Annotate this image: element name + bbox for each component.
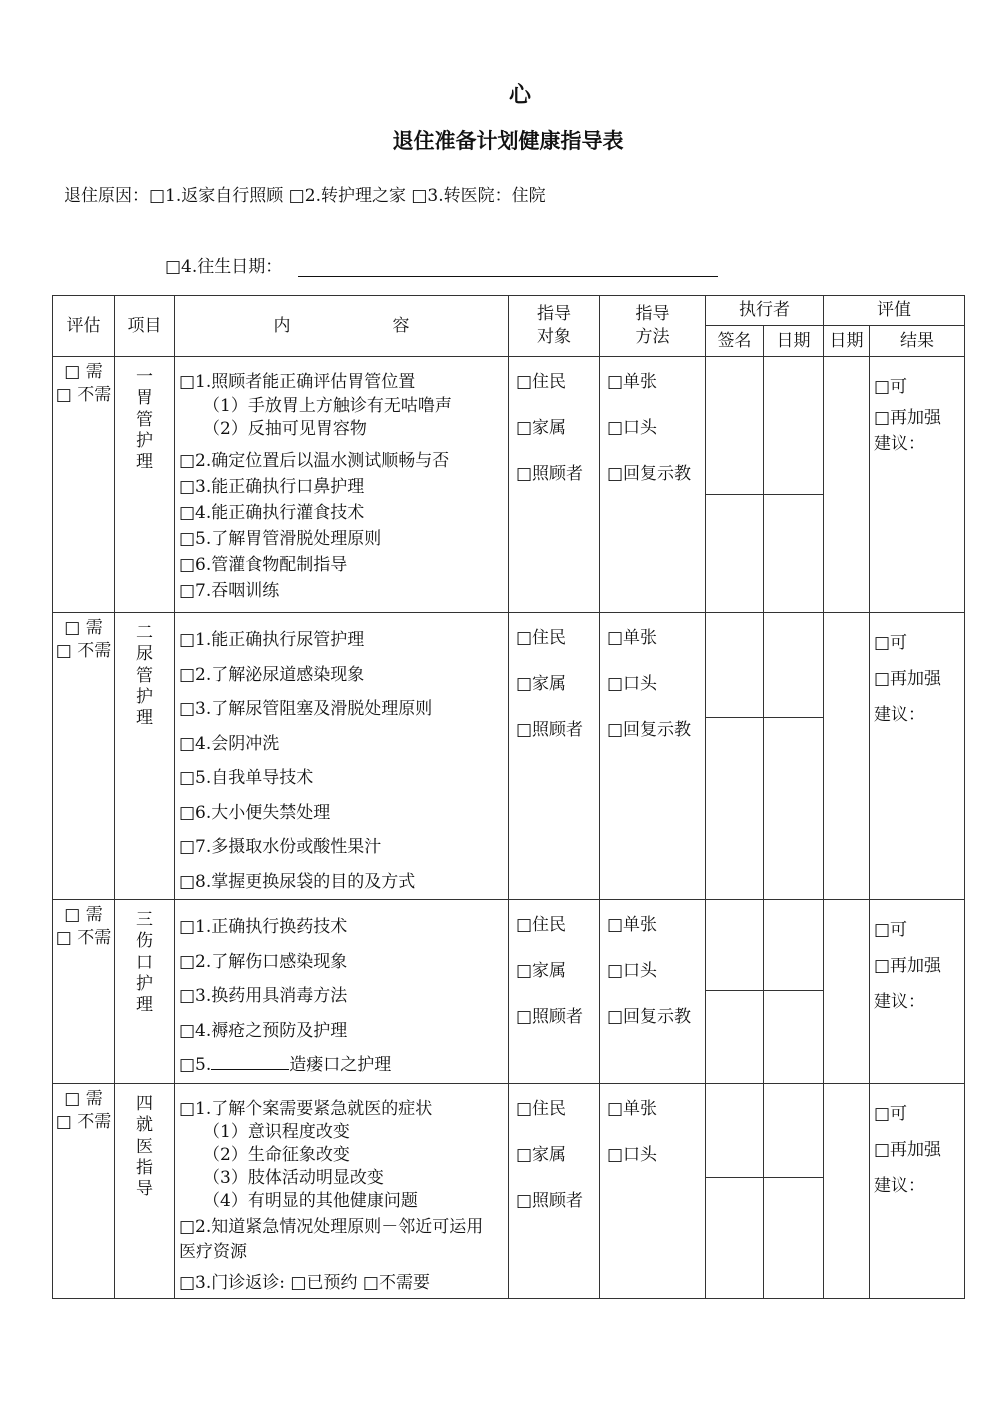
header-method-line1: 指导 bbox=[635, 304, 670, 325]
content-item[interactable]: □3.换药用具消毒方法 bbox=[179, 986, 348, 1006]
sign-cell[interactable] bbox=[706, 613, 764, 900]
content-item[interactable]: □3.能正确执行口鼻护理 bbox=[179, 477, 365, 497]
assess-not-need[interactable]: □ 不需 bbox=[55, 927, 112, 948]
header-content: 内 容 bbox=[175, 296, 509, 357]
content-item[interactable]: □7.吞咽训练 bbox=[179, 581, 280, 601]
content-subitem: （1）意识程度改变 bbox=[203, 1122, 350, 1142]
header-item: 项目 bbox=[115, 296, 175, 357]
result-cell bbox=[870, 357, 965, 613]
assess-cell bbox=[53, 900, 115, 1084]
result-improve[interactable]: □再加强 bbox=[874, 669, 942, 689]
target-cell bbox=[509, 613, 600, 900]
sign-cell[interactable] bbox=[706, 1084, 764, 1299]
content-cell bbox=[175, 900, 509, 1084]
method-verbal[interactable]: □口头 bbox=[607, 674, 658, 694]
content-item[interactable]: □4.褥疮之预防及护理 bbox=[179, 1020, 348, 1041]
method-leaflet[interactable]: □单张 bbox=[607, 628, 658, 648]
method-cell bbox=[600, 900, 706, 1084]
header-exec-date: 日期 bbox=[764, 326, 824, 357]
header-sign: 签名 bbox=[706, 326, 764, 357]
result-improve[interactable]: □再加强 bbox=[874, 1140, 942, 1160]
eval-date-cell[interactable] bbox=[824, 1084, 870, 1299]
content-item[interactable]: □1.了解个案需要紧急就医的症状 bbox=[179, 1099, 433, 1119]
target-caregiver[interactable]: □照顾者 bbox=[516, 1007, 584, 1027]
result-cell bbox=[870, 1084, 965, 1299]
method-return-demo[interactable]: □回复示教 bbox=[607, 1007, 692, 1027]
content-cell bbox=[175, 357, 509, 613]
content-item-continued: 医疗资源 bbox=[179, 1242, 247, 1262]
method-leaflet[interactable]: □单张 bbox=[607, 1099, 658, 1119]
section-name-char: 尿 bbox=[136, 644, 153, 665]
assess-cell bbox=[53, 357, 115, 613]
content-item[interactable]: □1.照顾者能正确评估胃管位置 bbox=[179, 372, 416, 392]
section-name-char: 护 bbox=[136, 686, 153, 707]
header-method-line2: 方法 bbox=[635, 327, 670, 347]
target-family[interactable]: □家属 bbox=[516, 961, 567, 981]
result-cell bbox=[870, 900, 965, 1084]
section-number: 一 bbox=[136, 367, 153, 387]
method-return-demo[interactable]: □回复示教 bbox=[607, 720, 692, 740]
result-ok[interactable]: □可 bbox=[874, 633, 908, 653]
section-name-char: 理 bbox=[136, 452, 153, 472]
target-caregiver[interactable]: □照顾者 bbox=[516, 1191, 584, 1211]
content-item[interactable]: □1.能正确执行尿管护理 bbox=[179, 630, 365, 650]
content-item[interactable]: □3.了解尿管阻塞及滑脱处理原则 bbox=[179, 699, 433, 719]
target-family[interactable]: □家属 bbox=[516, 674, 567, 694]
content-item[interactable]: □2.了解泌尿道感染现象 bbox=[179, 664, 365, 685]
method-cell bbox=[600, 357, 706, 613]
result-ok[interactable]: □可 bbox=[874, 377, 908, 397]
section-row-wound-care bbox=[53, 900, 965, 1084]
content-subitem: （2）反抽可见胃容物 bbox=[203, 419, 367, 439]
page-title-main: 心 bbox=[508, 82, 531, 108]
content-item-stoma[interactable] bbox=[179, 1052, 508, 1078]
result-suggestion: 建议： bbox=[874, 1176, 925, 1196]
content-item[interactable]: □7.多摄取水份或酸性果汁 bbox=[179, 837, 382, 857]
section-row-medical-guidance bbox=[53, 1084, 965, 1299]
assess-cell bbox=[53, 1084, 115, 1299]
target-caregiver[interactable]: □照顾者 bbox=[516, 720, 584, 740]
method-leaflet[interactable]: □单张 bbox=[607, 915, 658, 935]
item-cell bbox=[115, 613, 175, 900]
sign-cell[interactable] bbox=[706, 900, 764, 1084]
section-name-char: 胃 bbox=[136, 388, 153, 409]
assess-not-need[interactable]: □ 不需 bbox=[55, 1111, 112, 1132]
assess-need[interactable]: □ 需 bbox=[64, 905, 103, 925]
item-cell bbox=[115, 1084, 175, 1299]
section-number: 四 bbox=[136, 1094, 153, 1114]
eval-date-cell[interactable] bbox=[824, 357, 870, 613]
header-result: 结果 bbox=[870, 326, 965, 357]
section-number: 二 bbox=[136, 623, 153, 643]
content-item[interactable]: □2.确定位置后以温水测试顺畅与否 bbox=[179, 451, 450, 471]
exec-date-cell[interactable] bbox=[764, 613, 824, 900]
result-ok[interactable]: □可 bbox=[874, 1104, 908, 1124]
content-item[interactable]: □2.了解伤口感染现象 bbox=[179, 951, 348, 972]
content-item[interactable]: □5.了解胃管滑脱处理原则 bbox=[179, 529, 382, 549]
exec-date-cell[interactable] bbox=[764, 357, 824, 613]
assess-need[interactable]: □ 需 bbox=[64, 618, 103, 638]
assess-not-need[interactable]: □ 不需 bbox=[55, 640, 112, 661]
content-item[interactable]: □6.大小便失禁处理 bbox=[179, 802, 331, 823]
section-row-urinary-catheter bbox=[53, 613, 965, 900]
result-suggestion: 建议： bbox=[874, 705, 925, 725]
assess-need[interactable]: □ 需 bbox=[64, 1089, 103, 1109]
target-resident[interactable]: □住民 bbox=[516, 915, 567, 935]
method-leaflet[interactable]: □单张 bbox=[607, 372, 658, 392]
item-cell bbox=[115, 357, 175, 613]
health-guidance-table bbox=[52, 295, 965, 1299]
content-item[interactable]: □5.自我单导技术 bbox=[179, 768, 314, 788]
header-target bbox=[509, 296, 600, 357]
section-name-char: 就 bbox=[136, 1115, 153, 1136]
target-family[interactable]: □家属 bbox=[516, 418, 567, 438]
method-verbal[interactable]: □口头 bbox=[607, 418, 658, 438]
section-number: 三 bbox=[136, 910, 153, 930]
method-verbal[interactable]: □口头 bbox=[607, 961, 658, 981]
content-item[interactable]: □2.知道紧急情况处理原则－邻近可运用 bbox=[179, 1217, 484, 1237]
item-cell bbox=[115, 900, 175, 1084]
stoma-prefix: □5. bbox=[179, 1055, 212, 1075]
result-improve[interactable]: □再加强 bbox=[874, 956, 942, 976]
section-name-char: 护 bbox=[136, 973, 153, 994]
death-date-field bbox=[298, 276, 718, 277]
content-subitem: （1）手放胃上方触诊有无咕噜声 bbox=[203, 396, 452, 416]
result-improve[interactable]: □再加强 bbox=[874, 408, 942, 428]
section-name-char: 管 bbox=[136, 665, 153, 686]
assess-cell bbox=[53, 613, 115, 900]
section-row-tube-feeding bbox=[53, 357, 965, 613]
eval-date-cell[interactable] bbox=[824, 613, 870, 900]
header-target-line2: 对象 bbox=[537, 327, 571, 347]
section-name-char: 医 bbox=[136, 1136, 153, 1157]
target-cell bbox=[509, 357, 600, 613]
eval-date-cell[interactable] bbox=[824, 900, 870, 1084]
result-suggestion: 建议： bbox=[874, 434, 925, 454]
header-method bbox=[600, 296, 706, 357]
content-subitem: （2）生命征象改变 bbox=[203, 1145, 350, 1165]
header-target-line1: 指导 bbox=[537, 304, 571, 325]
header-eval-date: 日期 bbox=[824, 326, 870, 357]
assess-need[interactable]: □ 需 bbox=[64, 362, 103, 382]
section-name-char: 护 bbox=[136, 430, 153, 451]
content-item-followup[interactable]: □3.门诊返诊: □已预约 □不需要 bbox=[179, 1273, 430, 1293]
header-assess: 评估 bbox=[53, 296, 115, 357]
content-item[interactable]: □6.管灌食物配制指导 bbox=[179, 555, 348, 575]
target-resident[interactable]: □住民 bbox=[516, 628, 567, 648]
section-name-char: 理 bbox=[136, 708, 153, 728]
content-cell bbox=[175, 613, 509, 900]
method-return-demo[interactable]: □回复示教 bbox=[607, 464, 692, 484]
target-resident[interactable]: □住民 bbox=[516, 1099, 567, 1119]
page-title: 退住准备计划健康指导表 bbox=[392, 128, 624, 153]
target-cell bbox=[509, 1084, 600, 1299]
section-name-char: 指 bbox=[136, 1157, 153, 1178]
section-name-char: 口 bbox=[136, 952, 153, 973]
result-ok[interactable]: □可 bbox=[874, 920, 908, 940]
content-subitem: （4）有明显的其他健康问题 bbox=[203, 1191, 418, 1211]
content-item[interactable]: □4.会阴冲洗 bbox=[179, 733, 280, 754]
content-item[interactable]: □4.能正确执行灌食技术 bbox=[179, 503, 365, 523]
content-item[interactable]: □8.掌握更换尿袋的目的及方式 bbox=[179, 871, 416, 892]
stoma-suffix: 造瘘口之护理 bbox=[289, 1055, 392, 1075]
section-name-char: 理 bbox=[136, 995, 153, 1015]
content-cell bbox=[175, 1084, 509, 1299]
section-name-char: 伤 bbox=[136, 931, 153, 952]
exec-date-cell[interactable] bbox=[764, 1084, 824, 1299]
sign-cell[interactable] bbox=[706, 357, 764, 613]
content-subitem: （3）肢体活动明显改变 bbox=[203, 1168, 384, 1188]
header-evaluation: 评值 bbox=[824, 296, 965, 326]
discharge-reason-line: 退住原因：□1.返家自行照顾 □2.转护理之家 □3.转医院：住院 bbox=[64, 186, 546, 206]
header-executor: 执行者 bbox=[706, 296, 824, 326]
result-suggestion: 建议： bbox=[874, 992, 925, 1012]
target-caregiver[interactable]: □照顾者 bbox=[516, 464, 584, 484]
assess-not-need[interactable]: □ 不需 bbox=[55, 384, 112, 405]
target-family[interactable]: □家属 bbox=[516, 1145, 567, 1165]
target-cell bbox=[509, 900, 600, 1084]
method-verbal[interactable]: □口头 bbox=[607, 1145, 658, 1165]
method-cell bbox=[600, 1084, 706, 1299]
section-name-char: 导 bbox=[136, 1179, 153, 1199]
section-name-char: 管 bbox=[136, 409, 153, 430]
stoma-type-blank[interactable] bbox=[211, 1055, 289, 1070]
content-item[interactable]: □1.正确执行换药技术 bbox=[179, 917, 348, 937]
death-date-label: □4.往生日期： bbox=[165, 257, 283, 277]
result-cell bbox=[870, 613, 965, 900]
exec-date-cell[interactable] bbox=[764, 900, 824, 1084]
target-resident[interactable]: □住民 bbox=[516, 372, 567, 392]
method-cell bbox=[600, 613, 706, 900]
